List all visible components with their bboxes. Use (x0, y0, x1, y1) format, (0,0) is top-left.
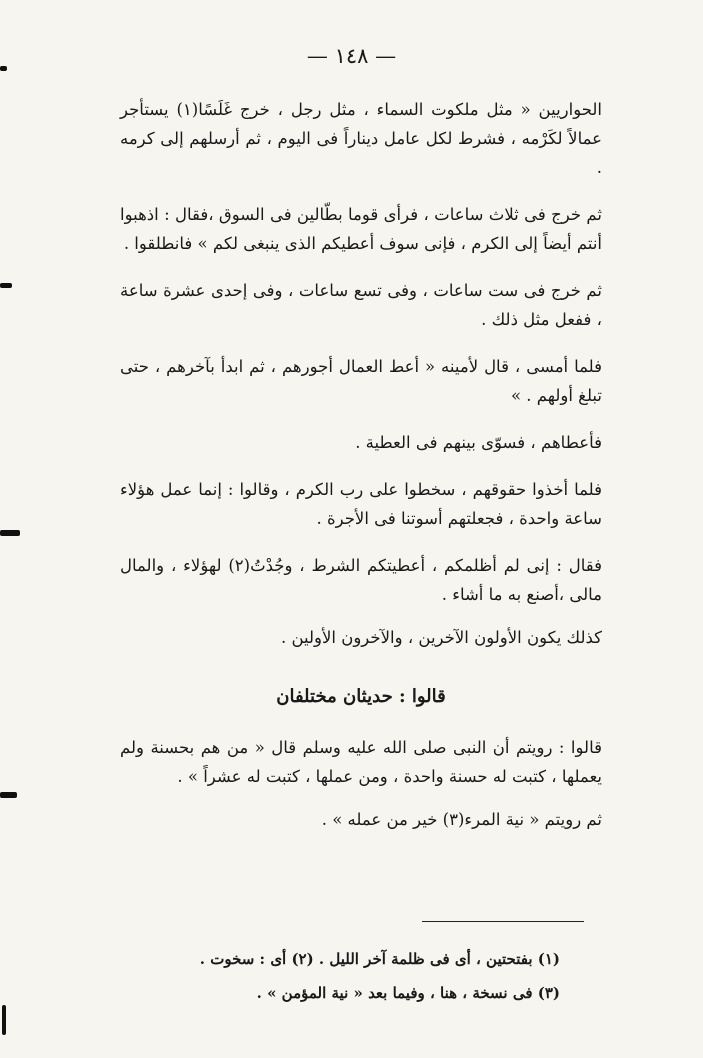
section-heading: قالوا : حديثان مختلفان (276, 686, 446, 707)
paragraph: كذلك يكون الأولون الآخرين ، والآخرون الأولين . (280, 628, 602, 647)
paragraph: الحواريين « مثل ملكوت السماء ، مثل رجل ، خرج غَلَسًا(١) يستأجر عمالاً لكَرْمه ، فشرط لكل عامل ديناراً فى اليوم ، ثم أرسلهم إلى كرمه . (120, 100, 603, 177)
paragraph: فقال : إنى لم أظلمكم ، أعطيتكم الشرط ، وجُدْتُ(٢) لهؤلاء ، والمال مالى ،أصنع به ما أشاء . (120, 556, 603, 604)
paragraph: ثم خرج فى ثلاث ساعات ، فرأى قوما بطّالين فى السوق ،فقال : اذهبوا أنتم أيضاً إلى الكرم ، فإنى سوف أعطيكم الذى ينبغى لكم » فانطلقوا . (120, 205, 602, 253)
scan-mark (0, 792, 17, 798)
paragraph: فأعطاهم ، فسوّى بينهم فى العطية . (355, 433, 602, 452)
footnote: (١) بفتحتين ، أى فى ظلمة آخر الليل . (٢) أى : سخوت . (199, 950, 560, 968)
paragraph: ثم رويتم « نية المرء(٣) خير من عمله » . (321, 810, 602, 829)
main-text (120, 95, 602, 852)
paragraph: قالوا : رويتم أن النبى صلى الله عليه وسلم قال « من هم بحسنة ولم يعملها ، كتبت له حسنة واحدة ، ومن عملها ، كتبت له عشراً » . (120, 738, 602, 786)
paragraph: ثم خرج فى ست ساعات ، وفى تسع ساعات ، وفى إحدى عشرة ساعة ، ففعل مثل ذلك . (120, 281, 602, 329)
paragraph: فلما أمسى ، قال لأمينه « أعط العمال أجورهم ، ثم ابدأ بآخرهم ، حتى تبلغ أولهم . » (120, 357, 602, 405)
scan-mark (0, 66, 7, 71)
footnote-divider (422, 921, 584, 922)
scan-mark (0, 530, 20, 536)
footnote: (٣) فى نسخة ، هنا ، وفيما بعد « نية المؤمن » . (256, 984, 560, 1002)
page-number: — ١٤٨ — (306, 44, 397, 68)
scan-mark (2, 1005, 6, 1035)
footnotes (150, 942, 560, 1010)
scan-mark (0, 283, 12, 288)
paragraph: فلما أخذوا حقوقهم ، سخطوا على رب الكرم ، وقالوا : إنما عمل هؤلاء ساعة واحدة ، فجعلتهم أسوتنا فى الأجرة . (120, 480, 602, 528)
